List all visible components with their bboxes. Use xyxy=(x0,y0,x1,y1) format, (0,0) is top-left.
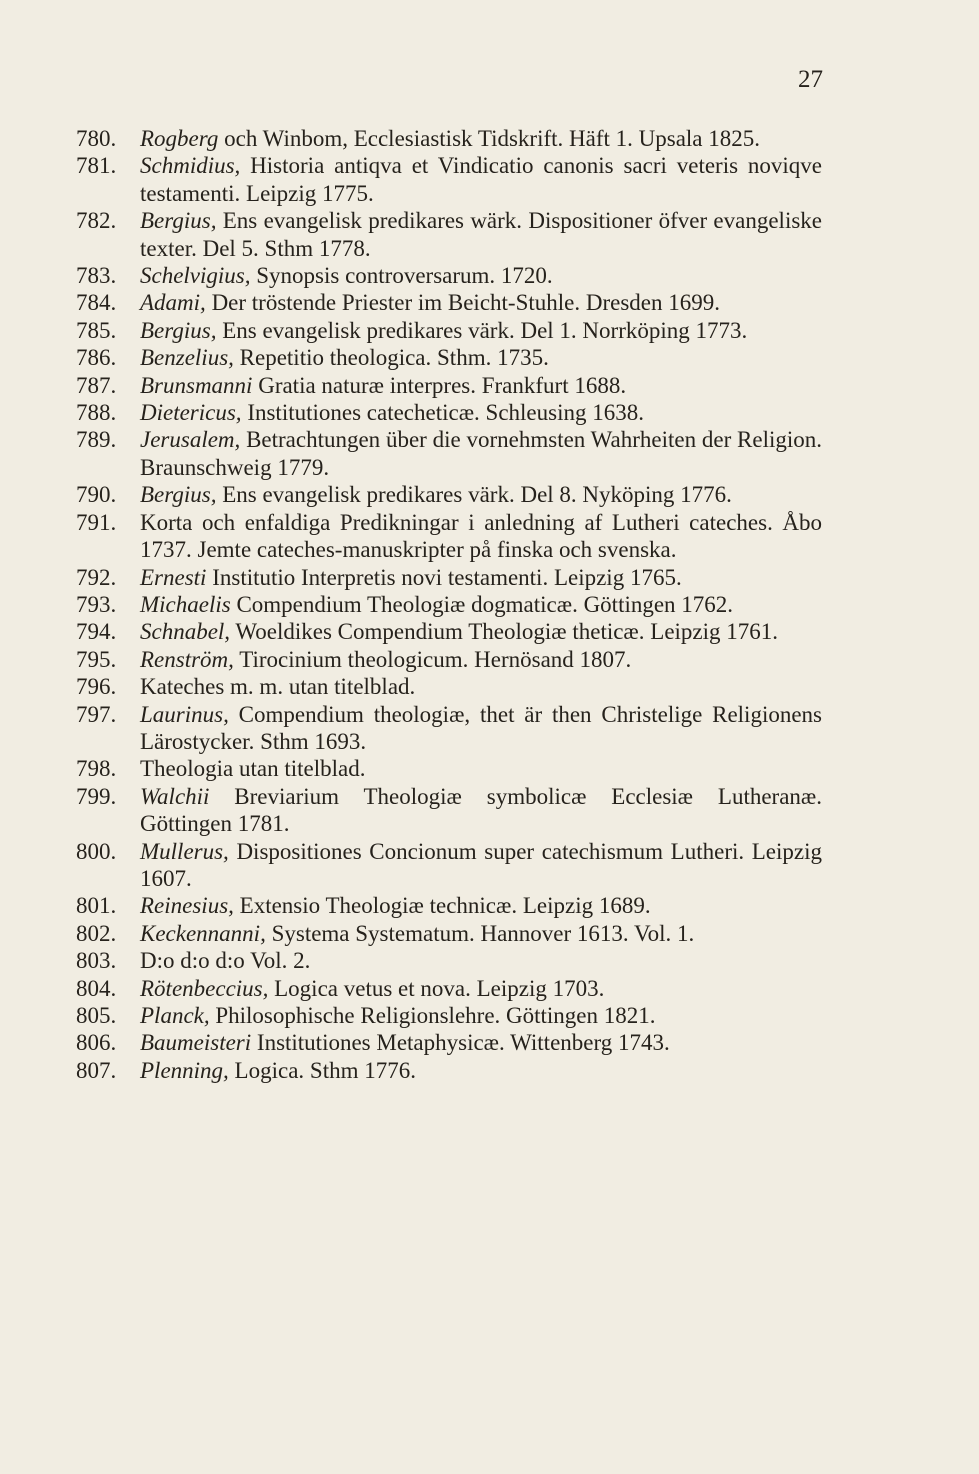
entry-text: Theologia utan titelblad. xyxy=(140,756,366,782)
catalog-list xyxy=(76,125,822,1084)
entry-number: 784. xyxy=(76,290,117,316)
entry-author: Renström, xyxy=(140,646,234,672)
entry-author: Schelvigius, xyxy=(140,263,251,289)
catalog-entry xyxy=(76,838,822,893)
entry-text: Betrachtungen über die vornehmsten Wahrheiten der Religion. Braunschweig 1779. xyxy=(140,427,822,480)
entry-author: Bergius, xyxy=(140,317,217,343)
catalog-entry xyxy=(76,426,822,481)
entry-author: Schmidius, xyxy=(140,153,241,179)
entry-author: Jerusalem, xyxy=(140,427,241,453)
entry-author: Rogberg xyxy=(140,126,219,151)
catalog-entry xyxy=(76,783,822,838)
entry-number: 793. xyxy=(76,591,117,617)
entry-number: 785. xyxy=(76,317,117,343)
catalog-entry xyxy=(76,372,822,399)
entry-number: 786. xyxy=(76,345,117,371)
entry-author: Schnabel, xyxy=(140,619,231,645)
catalog-entry xyxy=(76,920,822,947)
entry-author: Baumeisteri xyxy=(140,1030,252,1056)
entry-text: Synopsis controversarum. 1720. xyxy=(250,263,553,289)
entry-author: Rötenbeccius, xyxy=(140,975,269,1001)
entry-number: 795. xyxy=(76,646,117,672)
entry-author: Mullerus, xyxy=(140,838,229,864)
catalog-entry xyxy=(76,975,822,1002)
entry-text: Tirocinium theologicum. Hernösand 1807. xyxy=(233,646,632,672)
entry-author: Dietericus, xyxy=(140,400,242,426)
entry-number: 791. xyxy=(76,509,117,535)
catalog-entry xyxy=(76,673,822,700)
entry-author: Brunsmanni xyxy=(140,372,253,398)
entry-author: Michaelis xyxy=(140,591,231,617)
entry-number: 797. xyxy=(76,701,117,727)
entry-text: Institutio Interpretis novi testamenti. Leipzig 1765. xyxy=(206,564,682,590)
catalog-entry xyxy=(76,947,822,974)
catalog-entry xyxy=(76,152,822,207)
catalog-entry xyxy=(76,701,822,756)
catalog-entry xyxy=(76,481,822,508)
entry-text: Kateches m. m. utan titelblad. xyxy=(140,674,416,700)
entry-number: 798. xyxy=(76,756,117,782)
entry-text: Ens evangelisk predikares värk. Del 8. Nyköping 1776. xyxy=(216,482,732,508)
entry-text: Compendium theologiæ, thet är then Christelige Religionens Lärostycker. Sthm 1693. xyxy=(140,701,822,754)
page-number: 27 xyxy=(798,66,823,93)
entry-author: Walchii xyxy=(140,783,210,809)
entry-number: 780. xyxy=(76,126,117,151)
entry-number: 801. xyxy=(76,893,117,919)
catalog-entry xyxy=(76,618,822,645)
catalog-entry xyxy=(76,399,822,426)
entry-text: Institutiones Metaphysicæ. Wittenberg 1743. xyxy=(251,1030,670,1056)
entry-number: 805. xyxy=(76,1003,117,1028)
entry-number: 796. xyxy=(76,674,117,700)
entry-text: Dispositiones Concionum super catechismum Lutheri. Leipzig 1607. xyxy=(140,838,822,891)
catalog-entry xyxy=(76,289,822,316)
entry-number: 799. xyxy=(76,783,117,809)
catalog-entry xyxy=(76,1057,822,1084)
entry-author: Plenning, xyxy=(140,1057,229,1083)
entry-number: 806. xyxy=(76,1030,117,1056)
entry-author: Keckennanni, xyxy=(140,920,266,946)
entry-number: 792. xyxy=(76,564,117,590)
entry-text: Ens evangelisk predikares värk. Del 1. Norrköping 1773. xyxy=(216,317,748,343)
entry-author: Laurinus, xyxy=(140,701,229,727)
entry-text: Historia antiqva et Vindicatio canonis sacri veteris noviqve testamenti. Leipzig 1775. xyxy=(140,153,822,206)
entry-number: 789. xyxy=(76,427,117,453)
catalog-entry xyxy=(76,1029,822,1056)
entry-number: 783. xyxy=(76,263,117,289)
catalog-entry xyxy=(76,207,822,262)
catalog-entry xyxy=(76,344,822,371)
entry-text: Logica vetus et nova. Leipzig 1703. xyxy=(268,975,605,1001)
entry-text: Institutiones catecheticæ. Schleusing 1638. xyxy=(241,400,644,426)
catalog-entry xyxy=(76,591,822,618)
entry-text: Philosophische Religionslehre. Göttingen 1821. xyxy=(209,1003,656,1028)
entry-number: 782. xyxy=(76,208,117,234)
catalog-entry xyxy=(76,1002,822,1029)
entry-text: Repetitio theologica. Sthm. 1735. xyxy=(233,345,549,371)
entry-author: Adami, xyxy=(140,290,206,316)
entry-author: Ernesti xyxy=(140,564,207,590)
catalog-entry xyxy=(76,262,822,289)
entry-text: Woeldikes Compendium Theologiæ theticæ. Leipzig 1761. xyxy=(230,619,779,645)
entry-number: 807. xyxy=(76,1057,117,1083)
catalog-entry xyxy=(76,125,822,152)
entry-number: 802. xyxy=(76,920,117,946)
entry-text: och Winbom, Ecclesiastisk Tidskrift. Häft 1. Upsala 1825. xyxy=(218,126,761,151)
entry-number: 794. xyxy=(76,619,117,645)
entry-number: 787. xyxy=(76,372,117,398)
entry-author: Planck, xyxy=(140,1003,210,1028)
entry-text: Compendium Theologiæ dogmaticæ. Göttingen 1762. xyxy=(230,591,734,617)
catalog-entry xyxy=(76,755,822,782)
entry-text: D:o d:o d:o Vol. 2. xyxy=(140,948,311,974)
entry-author: Bergius, xyxy=(140,482,217,508)
catalog-entry xyxy=(76,892,822,919)
entry-number: 788. xyxy=(76,400,117,426)
entry-number: 800. xyxy=(76,838,117,864)
entry-author: Bergius, xyxy=(140,208,217,234)
entry-text: Logica. Sthm 1776. xyxy=(228,1057,416,1083)
entry-text: Korta och enfaldiga Predikningar i anledning af Lutheri cateches. Åbo 1737. Jemte cateches-manuskripter på finska och svenska. xyxy=(140,509,822,563)
entry-number: 790. xyxy=(76,482,117,508)
entry-text: Breviarium Theologiæ symbolicæ Ecclesiæ Lutheranæ. Göttingen 1781. xyxy=(140,783,822,837)
entry-text: Ens evangelisk predikares wärk. Dispositioner öfver evangeliske texter. Del 5. Sthm 1778. xyxy=(140,208,822,261)
catalog-entry xyxy=(76,317,822,344)
entry-number: 803. xyxy=(76,948,117,974)
entry-number: 781. xyxy=(76,153,117,179)
catalog-entry xyxy=(76,646,822,673)
entry-author: Benzelius, xyxy=(140,345,234,371)
entry-author: Reinesius, xyxy=(140,893,234,919)
catalog-entry xyxy=(76,509,822,564)
entry-text: Systema Systematum. Hannover 1613. Vol. 1. xyxy=(265,920,695,946)
entry-text: Extensio Theologiæ technicæ. Leipzig 1689. xyxy=(233,893,651,919)
entry-text: Der tröstende Priester im Beicht-Stuhle. Dresden 1699. xyxy=(205,290,720,316)
entry-number: 804. xyxy=(76,975,117,1001)
entry-text: Gratia naturæ interpres. Frankfurt 1688. xyxy=(252,372,627,398)
catalog-entry xyxy=(76,564,822,591)
